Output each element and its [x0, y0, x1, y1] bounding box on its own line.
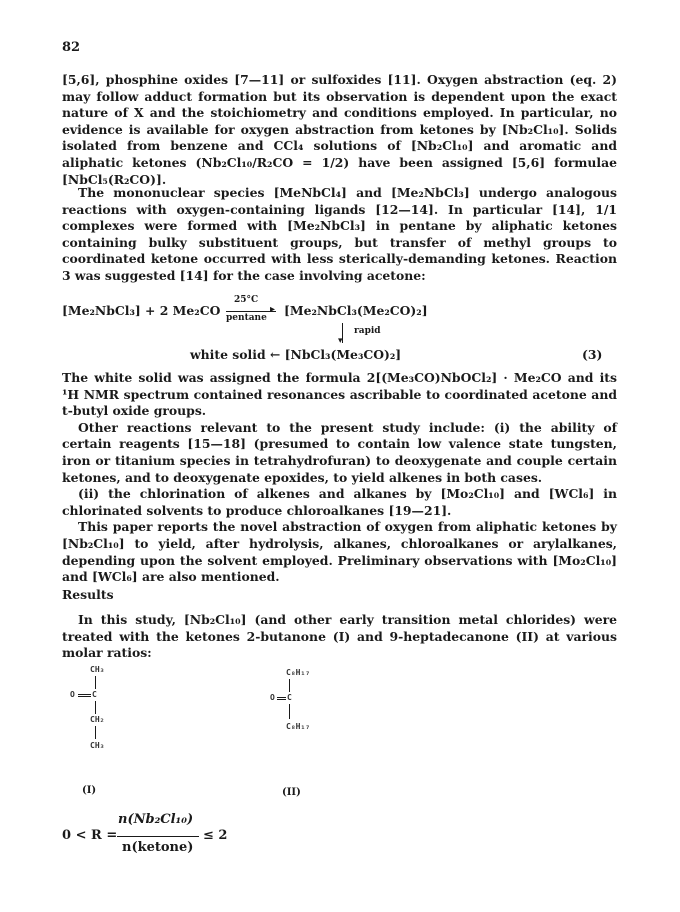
structure-9-heptadecanone: [270, 668, 340, 748]
formula-denominator: n(ketone): [122, 840, 194, 855]
struct-i-bond-2: [95, 701, 96, 714]
struct-ii-oxygen: O: [270, 693, 275, 702]
struct-ii-top-octyl: C₈H₁₇: [286, 668, 311, 677]
struct-ii-double-bond-b: [277, 699, 286, 700]
struct-i-bond-1: [95, 676, 96, 689]
formula-fraction-bar: [117, 836, 199, 837]
struct-i-oxygen: O: [70, 690, 75, 699]
struct-ii-double-bond-a: [277, 697, 286, 698]
structure-label-i: (I): [82, 785, 97, 796]
formula-numerator: n(Nb₂Cl₁₀): [118, 812, 194, 827]
body-text-discussion: [62, 370, 617, 586]
formula-rhs: ≤ 2: [203, 828, 228, 843]
reaction-condition-solvent: pentane: [226, 313, 267, 323]
paragraph-2: The mononuclear species [MeNbCl₄] and [Me₂NbCl₃] undergo analogous reactions with oxygen-containing ligands [12—14]. In particular [14], 1/1 complexes were formed with [Me₂NbCl₃] in pentane by aliphatic ketones containing bulky substituent groups, but transfer of methyl groups to coordinated ketone occurred with less sterically-demanding ketones. Reaction 3 was suggested [14] for the case involving acetone:: [62, 185, 617, 283]
reaction-rapid-label: rapid: [354, 326, 381, 336]
struct-ii-carbonyl-carbon: C: [287, 693, 292, 702]
reaction-arrow-head: ▸: [270, 304, 276, 315]
paragraph-5: (ii) the chlorination of alkenes and alkanes by [Mo₂Cl₁₀] and [WCl₆] in chlorinated solvents to produce chloroalkanes [19—21].: [62, 486, 617, 518]
body-text-results: [62, 612, 617, 662]
reaction-arrow: [226, 311, 276, 312]
struct-i-methylene: CH₂: [90, 715, 105, 724]
struct-i-double-bond-b: [78, 696, 91, 697]
page-number: 82: [62, 40, 81, 55]
struct-i-bottom-methyl: CH₃: [90, 741, 105, 750]
struct-i-bond-3: [95, 726, 96, 739]
paragraph-3: The white solid was assigned the formula 2[(Me₃CO)NbOCl₂] · Me₂CO and its ¹H NMR spectrum contained resonances ascribable to coordinated acetone and t-butyl oxide groups.: [62, 370, 617, 419]
equation-number: (3): [582, 347, 603, 362]
body-text-top: [62, 72, 617, 188]
struct-ii-bond-2: [289, 704, 290, 719]
reaction-equation-3: [62, 295, 622, 367]
structure-2-butanone: [70, 665, 130, 765]
reaction-condition-temperature: 25°C: [234, 295, 259, 305]
reaction-down-arrow-head: ▾: [338, 336, 343, 346]
paragraph-7: In this study, [Nb₂Cl₁₀] (and other early transition metal chlorides) were treated with the ketones 2-butanone (I) and 9-heptadecanone (II) at various molar ratios:: [62, 612, 617, 661]
struct-i-double-bond-a: [78, 694, 91, 695]
reaction-product: white solid ← [NbCl₃(Me₃CO)₂]: [190, 347, 402, 362]
formula-lhs: 0 < R =: [62, 828, 118, 843]
paragraph-6: This paper reports the novel abstraction of oxygen from aliphatic ketones by [Nb₂Cl₁₀] to yield, after hydrolysis, alkanes, chloroalkanes or arylalkanes, depending upon the solvent employed. Preliminary observations with [Mo₂Cl₁₀] and [WCl₆] are also mentioned.: [62, 519, 617, 585]
paragraph-1: [5,6], phosphine oxides [7—11] or sulfoxides [11]. Oxygen abstraction (eq. 2) may follow adduct formation but its observation is dependent upon the exact nature of X and the stoichiometry and conditions employed. In particular, no evidence is available for oxygen abstraction from ketones by [Nb₂Cl₁₀]. Solids isolated from benzene and CCl₄ solutions of [Nb₂Cl₁₀] and aromatic and aliphatic ketones (Nb₂Cl₁₀/R₂CO = 1/2) have been assigned [5,6] formulae [NbCl₅(R₂CO)].: [62, 72, 617, 187]
struct-i-carbonyl-carbon: C: [92, 690, 97, 699]
struct-ii-bond-1: [289, 679, 290, 692]
struct-ii-bottom-octyl: C₈H₁₇: [286, 722, 311, 731]
ratio-formula: [62, 812, 322, 866]
structure-label-ii: (II): [282, 787, 301, 798]
section-heading-results: Results: [62, 587, 114, 602]
reaction-intermediate: [Me₂NbCl₃(Me₂CO)₂]: [284, 303, 428, 318]
body-text-mononuclear: [62, 185, 617, 285]
paragraph-4: Other reactions relevant to the present study include: (i) the ability of certain reagents [15—18] (presumed to contain low valence state tungsten, iron or titanium species in tetrahydrofuran) to deoxygenate and couple certain ketones, and to deoxygenate epoxides, to yield alkenes in both cases.: [62, 419, 617, 485]
reaction-reactants: [Me₂NbCl₃] + 2 Me₂CO: [62, 303, 221, 318]
struct-i-top-methyl: CH₃: [90, 665, 105, 674]
